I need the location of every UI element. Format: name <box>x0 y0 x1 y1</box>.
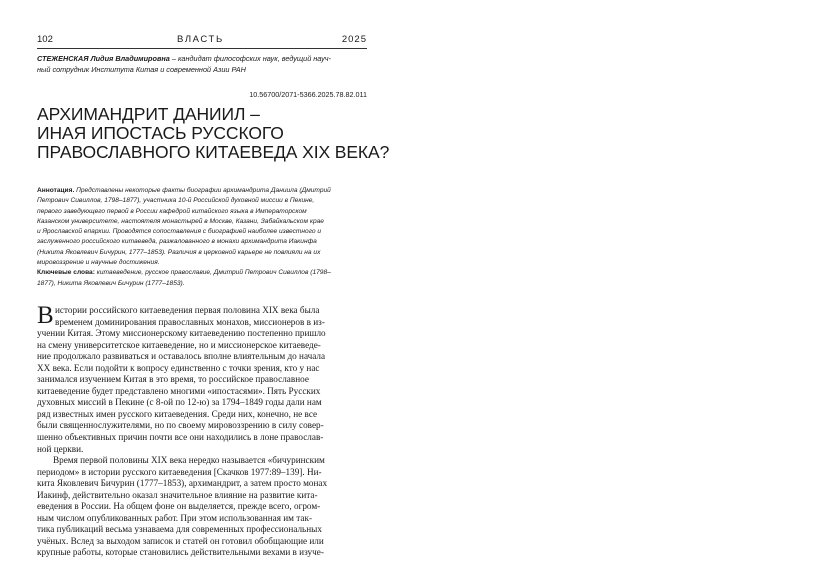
page-number: 102 <box>37 34 53 45</box>
abstract-line: Представлены некоторые факты биографии архимандрита Даниила (Дмитрий <box>74 187 331 194</box>
abstract-line: мировоззрение и научные достижения. <box>37 259 160 267</box>
body-line: Время первой половины XIX века нередко называется «бичуринским <box>53 455 325 466</box>
abstract-line: первого заведующего первой в России кафедрой китайского языка в Императорском <box>37 207 307 215</box>
body-line: занимался изучением Китая в это время, то российское православное <box>37 374 309 385</box>
article-body <box>37 302 367 559</box>
abstract-line: Петрович Сивиллов, 1798–1877), участника 10-й Российской духовной миссии в Пекине, <box>37 197 315 205</box>
body-line: крупные работы, которые становились действительными вехами в изуче- <box>37 547 324 558</box>
body-line: XX века. Если подойти к вопросу единственно с точки зрения, кто у нас <box>37 362 320 373</box>
author-name: СТЕЖЕНСКАЯ Лидия Владимировна <box>37 54 170 63</box>
title-line: ПРАВОСЛАВНОГО КИТАЕВЕДА XIX ВЕКА? <box>37 142 390 162</box>
author-info <box>37 54 367 75</box>
keywords-line: 1877), Никита Яковлевич Бичурин (1777–1853). <box>37 279 185 287</box>
body-line: ной церкви. <box>37 443 84 454</box>
body-line: ным числом опубликованных работ. При этом использованная им так- <box>37 512 312 523</box>
author-affiliation-1: – кандидат философских наук, ведущий науч- <box>169 54 331 63</box>
abstract-line: (Никита Яковлевич Бичурин, 1777–1853). Различия в церковной карьере не повлияли на их <box>37 248 321 256</box>
keywords-label: Ключевые слова: <box>37 269 95 277</box>
body-line: китаеведение будет представлено многими «ипостасями». Пять Русских <box>37 385 321 396</box>
author-affiliation-2: ный сотрудник Института Китая и современной Азии РАН <box>37 64 246 74</box>
keywords-line: китаеведение, русское православие, Дмитрий Петрович Сивиллов (1798– <box>94 269 331 277</box>
abstract <box>37 186 367 289</box>
article-page <box>37 0 390 582</box>
body-line: периодом» в истории русского китаеведения [Скачков 1977:89–139]. Ни- <box>37 466 322 477</box>
journal-title: ВЛАСТЬ <box>177 34 224 45</box>
body-line: учёных. Вслед за выходом записок и статей он готовил обобщающие или <box>37 535 324 546</box>
body-line: тика публикаций весьма узнаваема для современных профессиональных <box>37 524 322 535</box>
abstract-line: и Ярославской епархии. Проводятся сопоставления с биографией наиболее известного и <box>37 228 322 236</box>
body-line: ние продолжало развиваться и оставалось вполне влиятельным до начала <box>37 351 326 362</box>
title-line: ИНАЯ ИПОСТАСЬ РУССКОГО <box>37 123 284 143</box>
header-divider <box>37 48 367 49</box>
body-line: еведения в России. На общем фоне он выделяется, прежде всего, огром- <box>37 501 321 512</box>
body-line: шенно объективных причин почти все они находились в лоне православ- <box>37 432 324 443</box>
journal-year: 2025 <box>341 34 367 45</box>
drop-cap: В <box>37 302 54 329</box>
body-line: ряд известных имен русского китаеведения. Среди них, конечно, не все <box>37 408 318 419</box>
body-line: Иакинф, действительно оказал значительное влияние на развитие кита- <box>37 489 318 500</box>
abstract-line: Казанском университете, настоятеля монастырей в Москве, Казани, Забайкальском крае <box>37 217 324 225</box>
body-line: были священнослужителями, но по своему мировоззрению в силу совер- <box>37 420 324 431</box>
body-line: учении Китая. Этому миссионерскому китаеведению постепенно пришло <box>37 328 326 339</box>
abstract-line: заслуженного российского китаеведа, разжалованного в монахи архимандрита Иакинфа <box>37 238 317 246</box>
body-line: духовных миссий в Пекине (с 8-ой по 12-ю) за 1794–1849 годы дали нам <box>37 397 322 408</box>
running-header <box>37 34 367 46</box>
body-line: кита Яковлевич Бичурин (1777–1853), архимандрит, а затем просто монах <box>37 478 328 489</box>
article-title <box>37 104 390 162</box>
body-line: на смену университетское китаеведение, но и миссионерское китаеведе- <box>37 339 321 350</box>
body-line: временем доминирования православных монахов, миссионеров в из- <box>55 316 325 327</box>
doi: 10.56700/2071-5366.2025.78.82.011 <box>249 90 367 99</box>
abstract-label: Аннотация. <box>37 187 75 194</box>
title-line: АРХИМАНДРИТ ДАНИИЛ – <box>37 104 260 124</box>
body-line: истории российского китаеведения первая половина XIX века была <box>55 305 320 315</box>
keywords <box>37 268 367 278</box>
